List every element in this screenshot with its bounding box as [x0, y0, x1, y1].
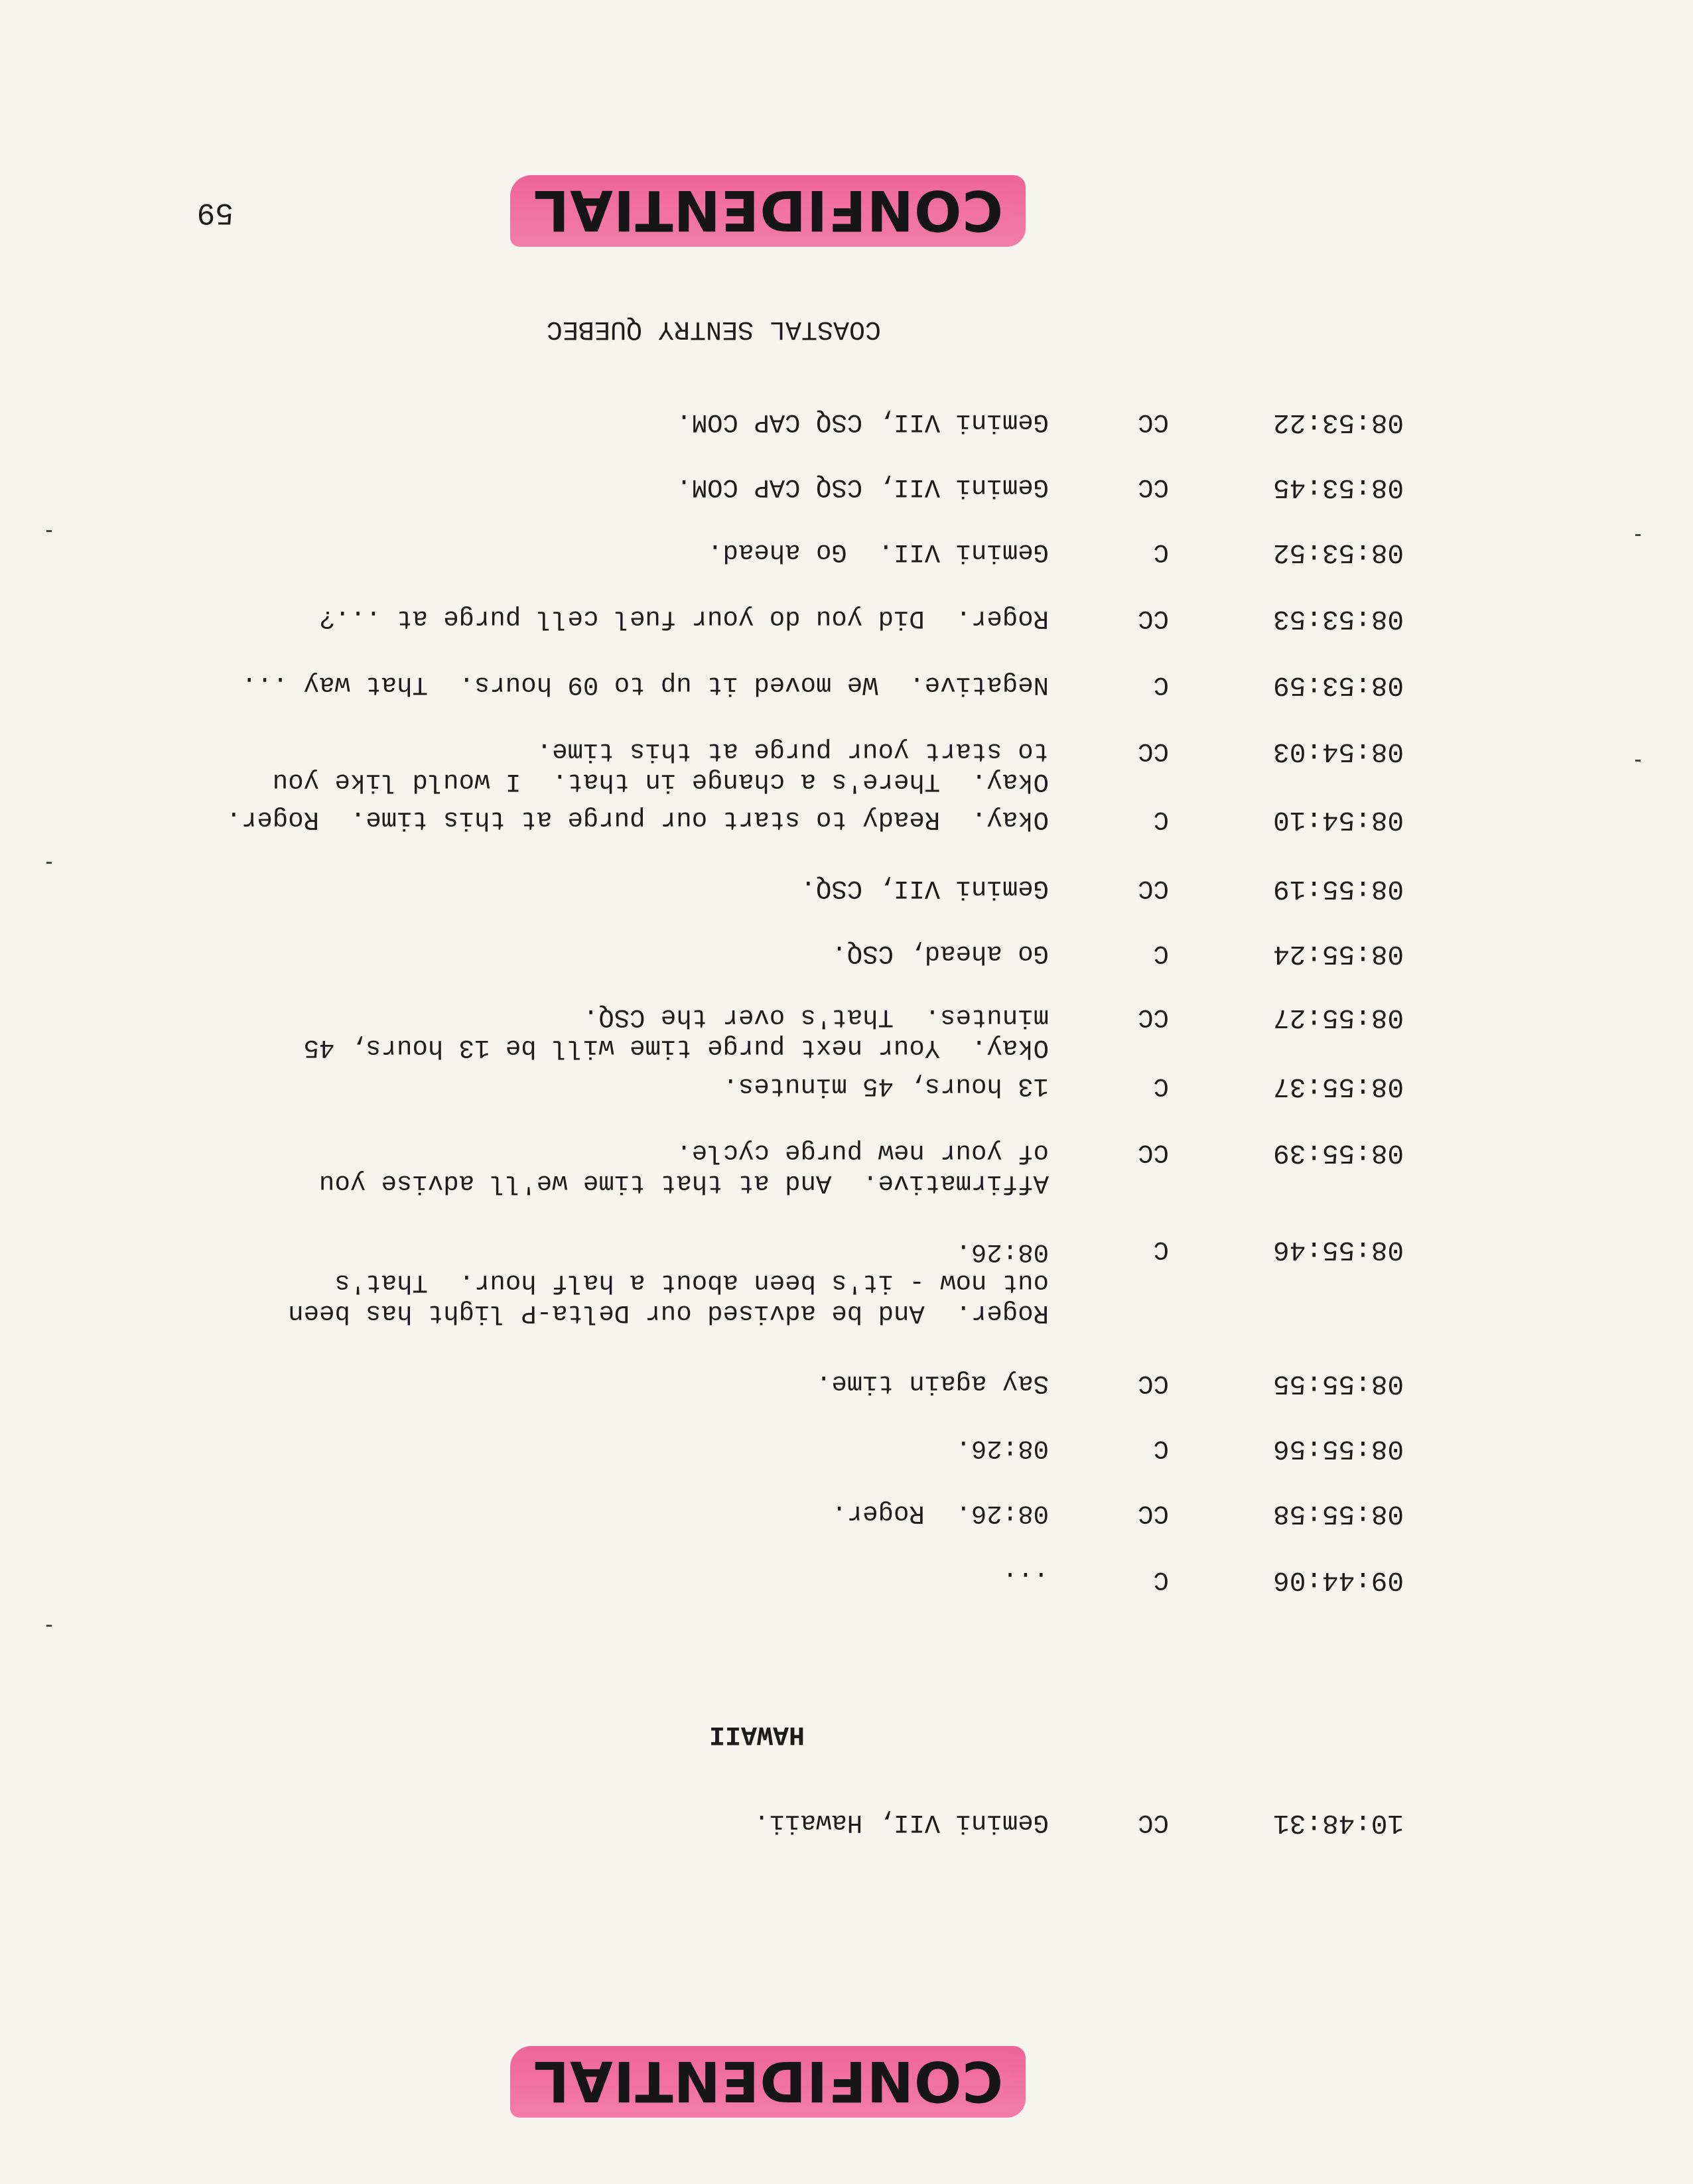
transmission-text: ... — [1002, 1565, 1049, 1594]
speaker: CC — [1138, 1138, 1169, 1167]
timestamp: 08:55:56 — [1273, 1433, 1404, 1464]
speaker: C — [1153, 1434, 1169, 1463]
speaker: CC — [1138, 736, 1169, 766]
margin-tick-mark — [46, 530, 52, 532]
transmission-text: Roger. And be advised our Delta-P light has been out now - it's been about a half hour. That's 08:26. — [288, 1237, 1049, 1328]
margin-tick-mark — [1635, 760, 1641, 762]
speaker: CC — [1138, 874, 1169, 903]
transmission-text: Say again time. — [815, 1369, 1049, 1398]
speaker: CC — [1138, 1499, 1169, 1528]
speaker: C — [1153, 1071, 1169, 1101]
transmission-text: Okay. Ready to start our purge at this time. Roger. — [226, 805, 1049, 834]
timestamp: 08:55:37 — [1273, 1071, 1404, 1101]
transmission-text: Affirmative. And at that time we'll advise you of your new purge cycle. — [319, 1138, 1049, 1197]
transmission-text: Gemini VII, CSQ CAP COM. — [676, 407, 1049, 437]
timestamp: 08:53:22 — [1273, 407, 1404, 437]
speaker: C — [1153, 1235, 1169, 1264]
timestamp: 08:55:19 — [1273, 873, 1404, 904]
timestamp: 08:53:45 — [1273, 472, 1404, 502]
speaker: CC — [1138, 1002, 1169, 1032]
speaker: C — [1153, 939, 1169, 968]
speaker: CC — [1138, 407, 1169, 437]
timestamp: 08:54:03 — [1273, 736, 1404, 766]
timestamp: 08:53:53 — [1273, 603, 1404, 634]
speaker: C — [1153, 1565, 1169, 1594]
confidential-stamp-bottom: CONFIDENTIAL — [511, 2046, 1026, 2118]
speaker: C — [1153, 670, 1169, 699]
section-heading-hawaii: HAWAII — [709, 1719, 805, 1749]
speaker: CC — [1138, 472, 1169, 502]
timestamp: 08:53:52 — [1273, 537, 1404, 567]
timestamp: 09:44:06 — [1273, 1564, 1404, 1595]
timestamp: 10:48:31 — [1273, 1807, 1404, 1838]
timestamp: 08:53:59 — [1273, 669, 1404, 700]
transmission-text: Gemini VII, CSQ CAP COM. — [676, 472, 1049, 502]
transmission-text: Gemini VII, Hawaii. — [754, 1808, 1049, 1837]
transmission-text: Okay. Your next purge time will be 13 hours, 45 minutes. That's over the CSQ. — [303, 1002, 1049, 1062]
margin-tick-mark — [46, 862, 52, 864]
timestamp: 08:55:46 — [1273, 1234, 1404, 1264]
transmission-text: Go ahead, CSQ. — [831, 939, 1049, 968]
transmission-text: Gemini VII, CSQ. — [800, 874, 1049, 903]
transmission-text: 08:26. Roger. — [831, 1499, 1049, 1528]
margin-tick-mark — [46, 1625, 52, 1627]
speaker: CC — [1138, 1369, 1169, 1398]
timestamp: 08:55:27 — [1273, 1002, 1404, 1032]
margin-tick-mark — [1635, 534, 1641, 536]
timestamp: 08:54:10 — [1273, 804, 1404, 835]
page-number: 59 — [196, 195, 234, 230]
timestamp: 08:55:58 — [1273, 1498, 1404, 1529]
transmission-text: 08:26. — [955, 1434, 1049, 1463]
speaker: C — [1153, 537, 1169, 567]
speaker: CC — [1138, 604, 1169, 633]
speaker: C — [1153, 805, 1169, 834]
speaker: CC — [1138, 1808, 1169, 1837]
transmission-text: Roger. Did you do your fuel cell purge at ...? — [319, 604, 1049, 633]
timestamp: 08:55:39 — [1273, 1137, 1404, 1168]
transmission-text: Gemini VII. Go ahead. — [707, 537, 1049, 567]
timestamp: 08:55:55 — [1273, 1368, 1404, 1399]
confidential-stamp-top: CONFIDENTIAL — [511, 175, 1026, 247]
section-heading-coastal-sentry-quebec: COASTAL SENTRY QUEBEC — [546, 314, 881, 344]
transmission-text: Negative. We moved it up to 09 hours. That way ... — [241, 670, 1049, 699]
transmission-text: Okay. There's a change in that. I would like you to start your purge at this time. — [272, 736, 1049, 796]
transmission-text: 13 hours, 45 minutes. — [722, 1071, 1049, 1101]
timestamp: 08:55:24 — [1273, 938, 1404, 969]
